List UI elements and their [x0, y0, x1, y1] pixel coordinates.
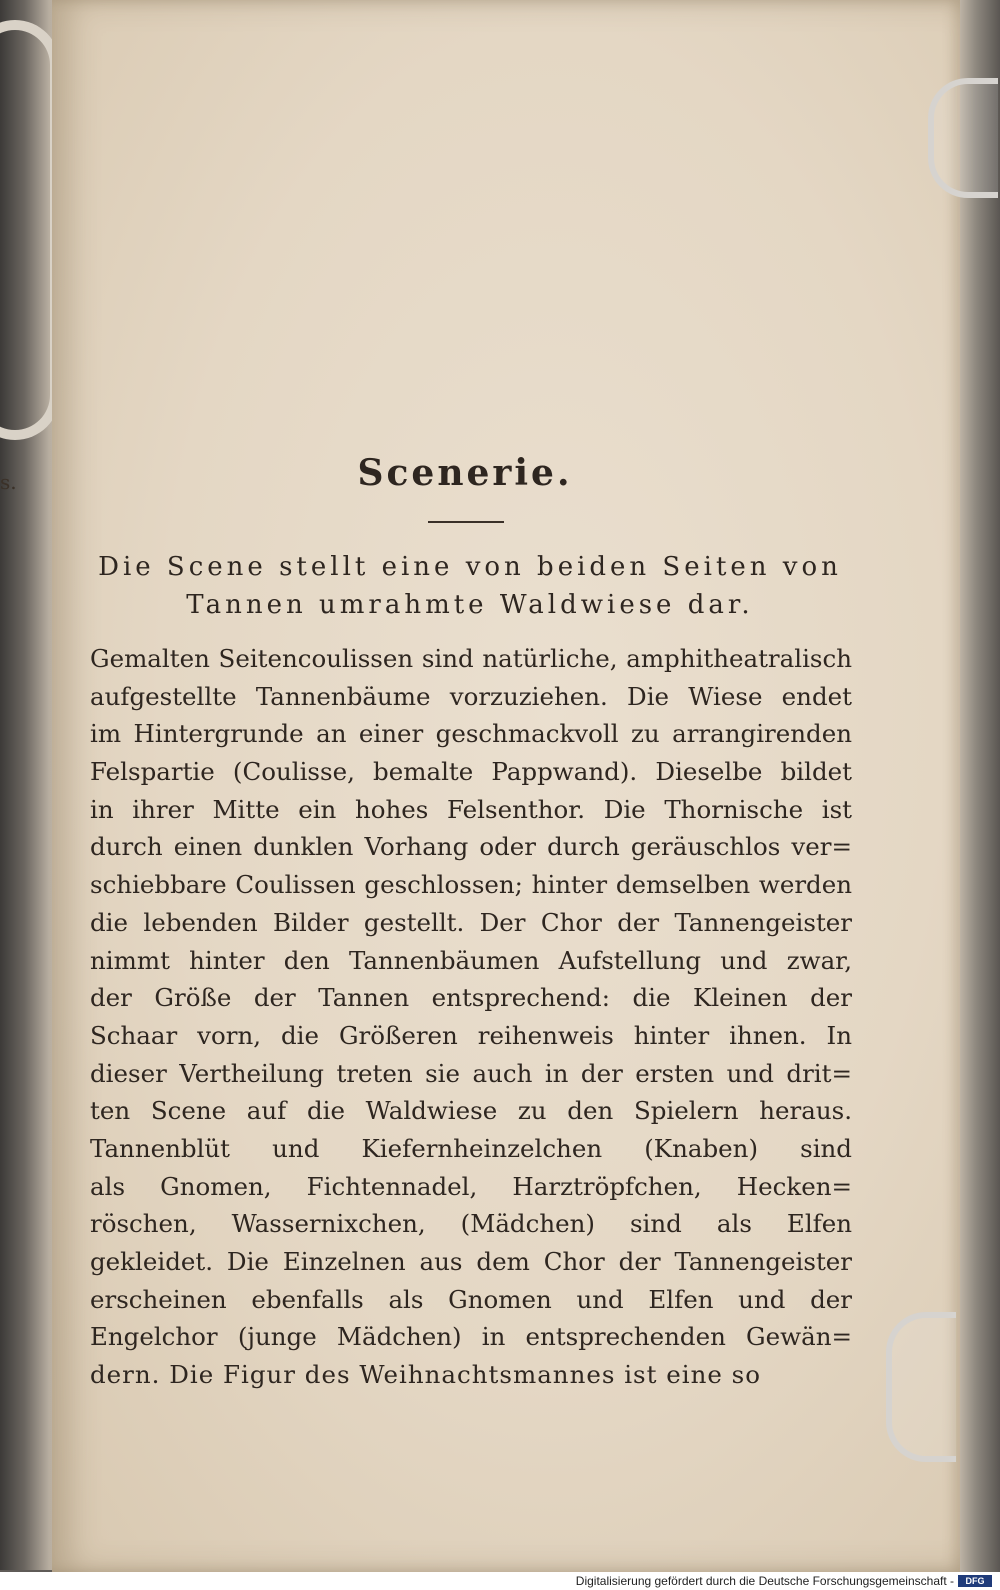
- body-paragraph: [90, 640, 852, 1394]
- binding-ribbon: [0, 20, 60, 440]
- body-line: im Hintergrunde an einer geschmackvoll zu arrangirenden: [90, 719, 852, 749]
- body-line: ten Scene auf die Waldwiese zu den Spielern heraus.: [90, 1096, 852, 1126]
- body-line: gekleidet. Die Einzelnen aus dem Chor der Tannengeister: [90, 1247, 852, 1276]
- page-clip-bottom: [886, 1312, 956, 1462]
- body-line: erscheinen ebenfalls als Gnomen und Elfen und der: [90, 1284, 852, 1314]
- heading-divider: [428, 521, 504, 523]
- dfg-logo: DFG: [958, 1575, 992, 1587]
- footer-bar: [0, 1572, 1000, 1590]
- body-line: aufgestellte Tannenbäume vorzuziehen. Die Wiese endet: [90, 681, 852, 711]
- body-line: durch einen dunklen Vorhang oder durch geräuschlos ver=: [90, 832, 852, 862]
- body-line: Engelchor (junge Mädchen) in entsprechenden Gewän=: [90, 1322, 852, 1352]
- body-line: röschen, Wassernixchen, (Mädchen) sind als Elfen: [90, 1209, 852, 1239]
- body-line: Felspartie (Coulisse, bemalte Pappwand). Dieselbe bildet: [90, 757, 852, 787]
- lead-line: Tannen umrahmte Waldwiese dar.: [186, 590, 754, 620]
- body-line: nimmt hinter den Tannenbäumen Aufstellung und zwar,: [90, 945, 852, 975]
- page-edge: [960, 0, 1000, 1572]
- body-line: als Gnomen, Fichtennadel, Harztröpfchen, Hecken=: [90, 1171, 852, 1201]
- page-heading: Scenerie.: [357, 452, 573, 494]
- lead-line: Die Scene stellt eine von beiden Seiten von: [98, 552, 842, 582]
- body-line: die lebenden Bilder gestellt. Der Chor der Tannengeister: [90, 907, 852, 937]
- body-line: Tannenblüt und Kiefernheinzelchen (Knaben) sind: [90, 1133, 852, 1163]
- body-line: in ihrer Mitte ein hohes Felsenthor. Die Thornische ist: [90, 794, 852, 824]
- body-line: Schaar vorn, die Größeren reihenweis hinter ihnen. In: [90, 1020, 852, 1050]
- body-line: Gemalten Seitencoulissen sind natürliche, amphitheatralisch: [90, 644, 852, 673]
- page-clip-top: [928, 78, 998, 198]
- funding-notice: Digitalisierung gefördert durch die Deutsche Forschungsgemeinschaft -: [575, 1574, 954, 1588]
- margin-mark: s.: [0, 470, 17, 494]
- lead-paragraph: [90, 548, 850, 624]
- body-line: dieser Vertheilung treten sie auch in der ersten und drit=: [90, 1058, 852, 1088]
- body-line: dern. Die Figur des Weihnachtsmannes ist eine so: [90, 1360, 761, 1390]
- body-line: der Größe der Tannen entsprechend: die Kleinen der: [90, 983, 852, 1013]
- body-line: schiebbare Coulissen geschlossen; hinter demselben werden: [90, 870, 852, 900]
